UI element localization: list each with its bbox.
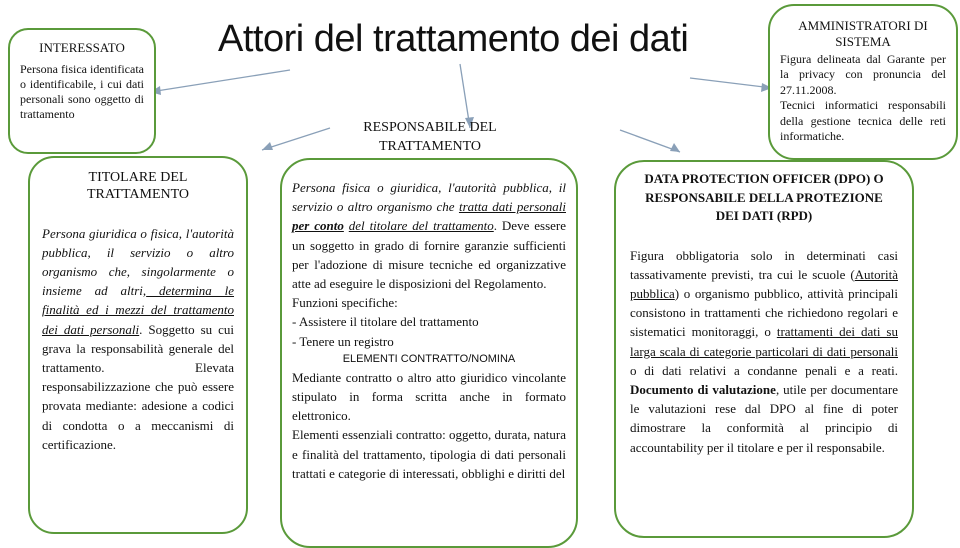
amministratori-tecnici: Tecnici informatici responsabili della gestione tecnica delle reti informatiche. (780, 98, 946, 144)
interessato-text: Persona fisica identificata o identificabile, i cui dati personali sono oggetto di trattamento (20, 61, 144, 121)
dpo-title: DATA PROTECTION OFFICER (DPO) O RESPONSABILE DELLA PROTEZIONE DEI DATI (RPD) (644, 171, 884, 223)
responsabile-subheading: ELEMENTI CONTRATTO/NOMINA (342, 352, 516, 365)
responsabile-funzioni: Funzioni specifiche: (292, 295, 398, 311)
dpo-condanne: o di dati relativi a condanne penali e a reati. (630, 362, 898, 378)
amministratori-text (780, 52, 946, 144)
titolare-responsabilita: . Soggetto su cui grava la responsabilità generale del trattamento. Elevata responsabilizzazione che può essere provata mediante: adesione a codici di condotta o a meccanismi di certificazione. (42, 321, 235, 452)
titolare-text (42, 224, 234, 454)
responsabile-garanzie: . Deve essere un soggetto in grado di fornire garanzie sufficienti per l'adozione di misure tecniche ed organizzative atte ad eseguire le disposizioni del Regolamento. (292, 218, 567, 292)
amministratori-title: AMMINISTRATORI DI SISTEMA (798, 18, 928, 49)
dpo-text (630, 246, 898, 457)
dpo-monitoraggi: ) o organismo pubblico, attività principali consistono in trattamenti che richiedono regolari e sistematici monitoraggi, o (630, 285, 898, 340)
responsabile-per-conto: per conto (292, 218, 344, 234)
titolare-box (28, 156, 248, 534)
responsabile-del-titolare: del titolare del trattamento (348, 218, 494, 234)
arrow-to-titolare (262, 128, 330, 150)
dpo-obbligatoria: Figura obbligatoria solo in determinati casi tassativamente previsti, tra cui le scuole ( (630, 247, 898, 282)
page-title: Attori del trattamento dei dati (218, 18, 689, 60)
interessato-box (8, 28, 156, 154)
responsabile-registro: - Tenere un registro (292, 333, 394, 349)
dpo-larga-scala: trattamenti dei dati su larga scala di categorie particolari di dati personali (630, 324, 898, 359)
responsabile-box (280, 158, 578, 548)
arrow-to-interessato (150, 70, 290, 92)
dpo-documento: Documento di valutazione (630, 381, 776, 397)
arrow-to-amministratori (690, 78, 772, 88)
interessato-title: INTERESSATO (39, 40, 125, 55)
titolare-title: TITOLARE DEL TRATTAMENTO (86, 170, 190, 202)
dpo-autorita: Autorità pubblica (630, 266, 898, 301)
responsabile-definition: Persona fisica o giuridica, l'autorità pubblica, il servizio o altro organismo che (292, 180, 566, 215)
responsabile-assistere: - Assistere il titolare del trattamento (292, 314, 479, 330)
responsabile-contratto (292, 368, 566, 483)
dpo-valutazione: , utile per documentare le valutazioni rese dal DPO al fine di poter dimostrare la conformità al principio di accountability per il titolare e per il responsabile. (630, 381, 898, 455)
titolare-definition: Persona giuridica o fisica, l'autorità pubblica, il servizio o altro organismo che, singolarmente o insieme ad altri, (42, 225, 234, 299)
amministratori-garante: Figura delineata dal Garante per la privacy con pronuncia del 27.11.2008. (780, 52, 946, 97)
amministratori-box (768, 4, 958, 160)
responsabile-text (292, 178, 566, 351)
responsabile-elementi: Elementi essenziali contratto: oggetto, durata, natura e finalità del trattamento, tipologia di dati personali trattati e categorie di interessati, obblighi e diritti del (292, 427, 566, 481)
responsabile-mediante: Mediante contratto o altro atto giuridico vincolante stipulato in forma scritta anche in formato elettronico. (292, 369, 566, 424)
dpo-box (614, 160, 914, 538)
responsabile-tratta: tratta dati personali (458, 199, 566, 215)
arrow-to-dpo (620, 130, 680, 152)
titolare-finalita: determina le finalità ed i mezzi del trattamento dei dati personali (42, 283, 235, 337)
responsabile-title: RESPONSABILE DEL TRATTAMENTO (363, 120, 497, 154)
